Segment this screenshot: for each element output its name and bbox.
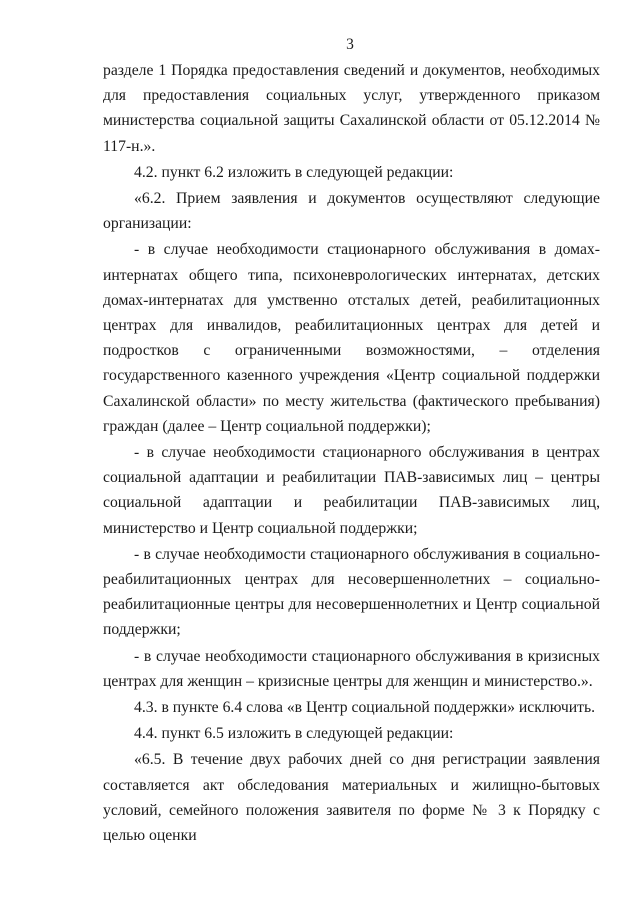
paragraph-clause-6-5: «6.5. В течение двух рабочих дней со дня регистрации заявления составляется акт обследования материальных и жилищно-бытовых условий, семейного положения заявителя по форме № 3 к Порядку с целью оценки [103,751,600,845]
paragraph-item-4-4: 4.4. пункт 6.5 изложить в следующей редакции: [134,725,454,743]
paragraph-clause-6-2: «6.2. Прием заявления и документов осуществляют следующие организации: [103,190,600,233]
page-number: 3 [346,36,354,53]
paragraph-bullet-3: - в случае необходимости стационарного обслуживания в социально-реабилитационных центрах для несовершеннолетних – социально-реабилитационные центры для несовершеннолетних и Центр социальной поддержки; [103,545,600,639]
paragraph-bullet-4: - в случае необходимости стационарного обслуживания в кризисных центрах для женщин – кризисные центры для женщин и министерство.». [103,647,600,690]
document-body [103,58,600,848]
paragraph-bullet-2: - в случае необходимости стационарного обслуживания в центрах социальной адаптации и реабилитации ПАВ-зависимых лиц – центры социальной адаптации и реабилитации ПАВ-зависимых лиц, министерство и Центр социальной поддержки; [103,444,600,537]
paragraph-bullet-1: - в случае необходимости стационарного обслуживания в домах-интернатах общего типа, психоневрологических интернатах, детских домах-интернатах для умственно отсталых детей, реабилитационных центрах для инвалидов, реабилитационных центрах для детей и подростков с ограниченными возможностями, – отделения государственного казенного учреждения «Центр социальной поддержки Сахалинской области» по месту жительства (фактического пребывания) граждан (далее – Центр социальной поддержки); [103,241,600,435]
paragraph-item-4-2: 4.2. пункт 6.2 изложить в следующей редакции: [134,163,454,181]
paragraph-continuation: разделе 1 Порядка предоставления сведений и документов, необходимых для предоставления социальных услуг, утвержденного приказом министерства социальной защиты Сахалинской области от 05.12.2014 № 117-н.». [103,62,600,155]
paragraph-item-4-3: 4.3. в пункте 6.4 слова «в Центр социальной поддержки» исключить. [134,699,596,717]
